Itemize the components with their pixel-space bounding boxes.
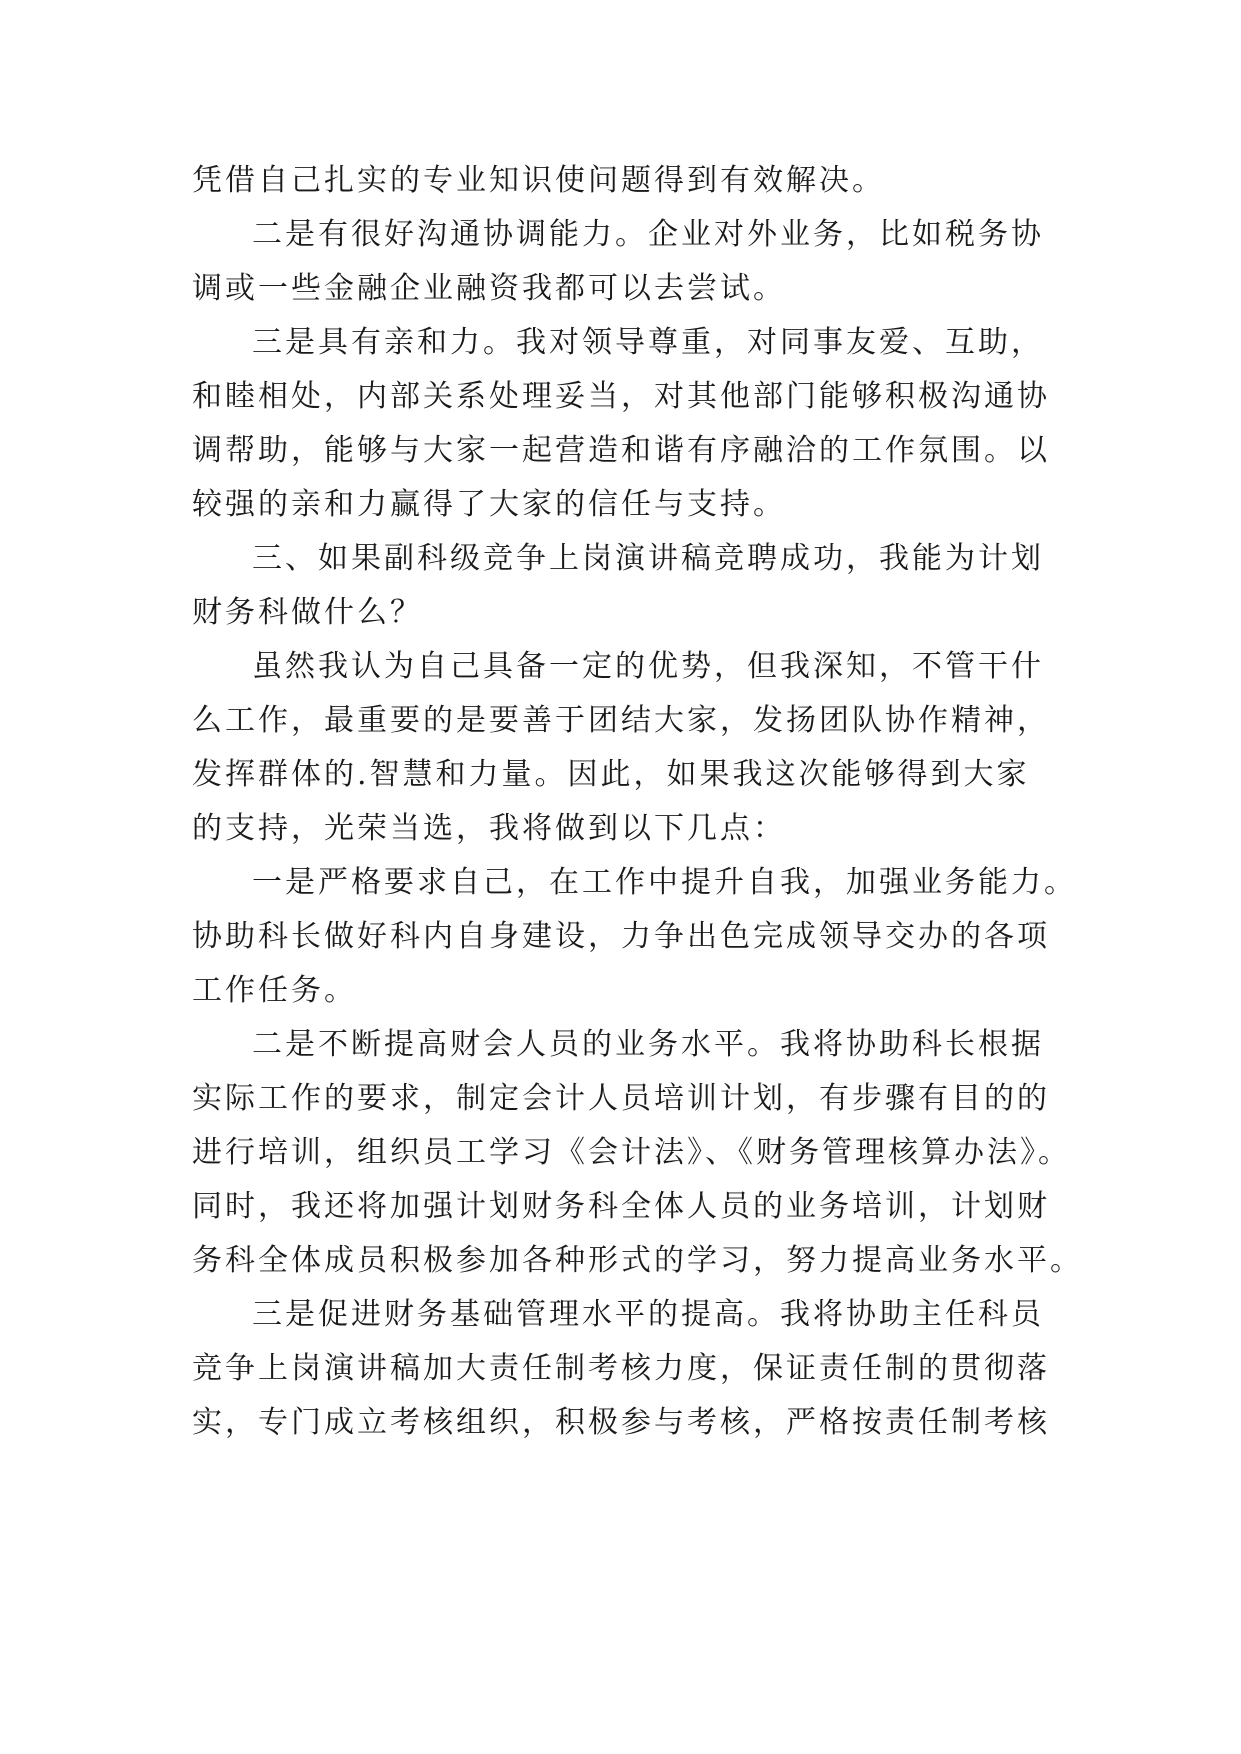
text-line: 调或一些金融企业融资我都可以去尝试。 — [192, 271, 786, 306]
text-line: 一是严格要求自己，在工作中提升自我，加强业务能力。 — [252, 865, 1077, 900]
text-line: 凭借自己扎实的专业知识使问题得到有效解决。 — [192, 163, 885, 198]
text-line: 务科全体成员积极参加各种形式的学习，努力提高业务水平。 — [192, 1243, 1083, 1278]
text-line: 和睦相处，内部关系处理妥当，对其他部门能够积极沟通协 — [192, 379, 1050, 414]
text-line: 么工作，最重要的是要善于团结大家，发扬团队协作精神， — [192, 703, 1050, 738]
body-text — [192, 154, 1083, 1450]
text-line: 的支持，光荣当选，我将做到以下几点： — [192, 811, 786, 846]
text-line: 工作任务。 — [192, 973, 357, 1008]
text-line: 二是有很好沟通协调能力。企业对外业务，比如税务协 — [252, 217, 1044, 252]
text-line: 发挥群体的.智慧和力量。因此，如果我这次能够得到大家 — [192, 757, 1030, 792]
text-line: 实际工作的要求，制定会计人员培训计划，有步骤有目的的 — [192, 1081, 1050, 1116]
text-line: 实，专门成立考核组织，积极参与考核，严格按责任制考核 — [192, 1405, 1050, 1440]
text-line: 调帮助，能够与大家一起营造和谐有序融洽的工作氛围。以 — [192, 433, 1050, 468]
text-line: 二是不断提高财会人员的业务水平。我将协助科长根据 — [252, 1027, 1044, 1062]
text-line: 竞争上岗演讲稿加大责任制考核力度，保证责任制的贯彻落 — [192, 1351, 1050, 1386]
section-heading-line: 财务科做什么？ — [192, 595, 423, 630]
text-line: 进行培训，组织员工学习《会计法》、《财务管理核算办法》。 — [192, 1135, 1071, 1170]
text-line: 三是促进财务基础管理水平的提高。我将协助主任科员 — [252, 1297, 1044, 1332]
text-line: 三是具有亲和力。我对领导尊重，对同事友爱、互助， — [252, 325, 1044, 360]
section-heading-line: 三、如果副科级竞争上岗演讲稿竞聘成功，我能为计划 — [252, 541, 1044, 576]
text-line: 协助科长做好科内自身建设，力争出色完成领导交办的各项 — [192, 919, 1050, 954]
text-line: 较强的亲和力赢得了大家的信任与支持。 — [192, 487, 786, 522]
text-line: 虽然我认为自己具备一定的优势，但我深知，不管干什 — [252, 649, 1044, 684]
text-line: 同时，我还将加强计划财务科全体人员的业务培训，计划财 — [192, 1189, 1050, 1224]
